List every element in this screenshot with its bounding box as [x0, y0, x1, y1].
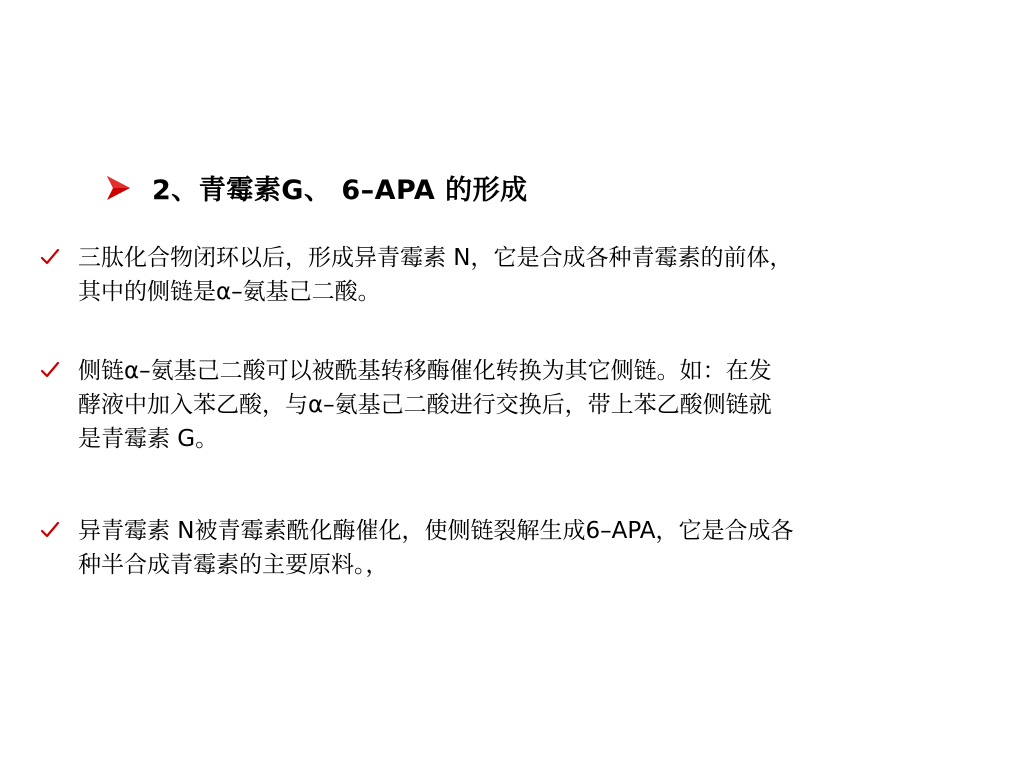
bullet-item-1	[40, 241, 990, 309]
arrow-bullet-icon	[104, 174, 132, 202]
bullet-2-line-1: 侧链α–氨基己二酸可以被酰基转移酶催化转换为其它侧链。如：在发	[78, 358, 772, 384]
bullet-text-3	[78, 514, 794, 582]
bullet-text-1	[78, 241, 793, 309]
bullet-1-line-2: 其中的侧链是α–氨基己二酸。	[78, 279, 381, 305]
bullet-item-2	[40, 354, 990, 456]
bullet-1-line-1: 三肽化合物闭环以后，形成异青霉素 N，它是合成各种青霉素的前体，	[78, 245, 793, 271]
checkmark-icon	[40, 360, 60, 380]
bullet-2-line-3: 是青霉素 G。	[78, 426, 219, 452]
heading-text: 2、青霉素G、 6–APA 的形成	[152, 175, 528, 206]
bullet-item-3	[40, 514, 990, 582]
bullet-text-2	[78, 354, 772, 456]
bullet-2-line-2: 酵液中加入苯乙酸，与α–氨基己二酸进行交换后，带上苯乙酸侧链就	[78, 392, 772, 418]
bullet-3-line-1: 异青霉素 N被青霉素酰化酶催化，使侧链裂解生成6–APA，它是合成各	[78, 518, 794, 544]
bullet-3-line-2: 种半合成青霉素的主要原料。，	[78, 552, 389, 578]
checkmark-icon	[40, 520, 60, 540]
checkmark-icon	[40, 247, 60, 267]
slide-heading	[104, 168, 528, 207]
